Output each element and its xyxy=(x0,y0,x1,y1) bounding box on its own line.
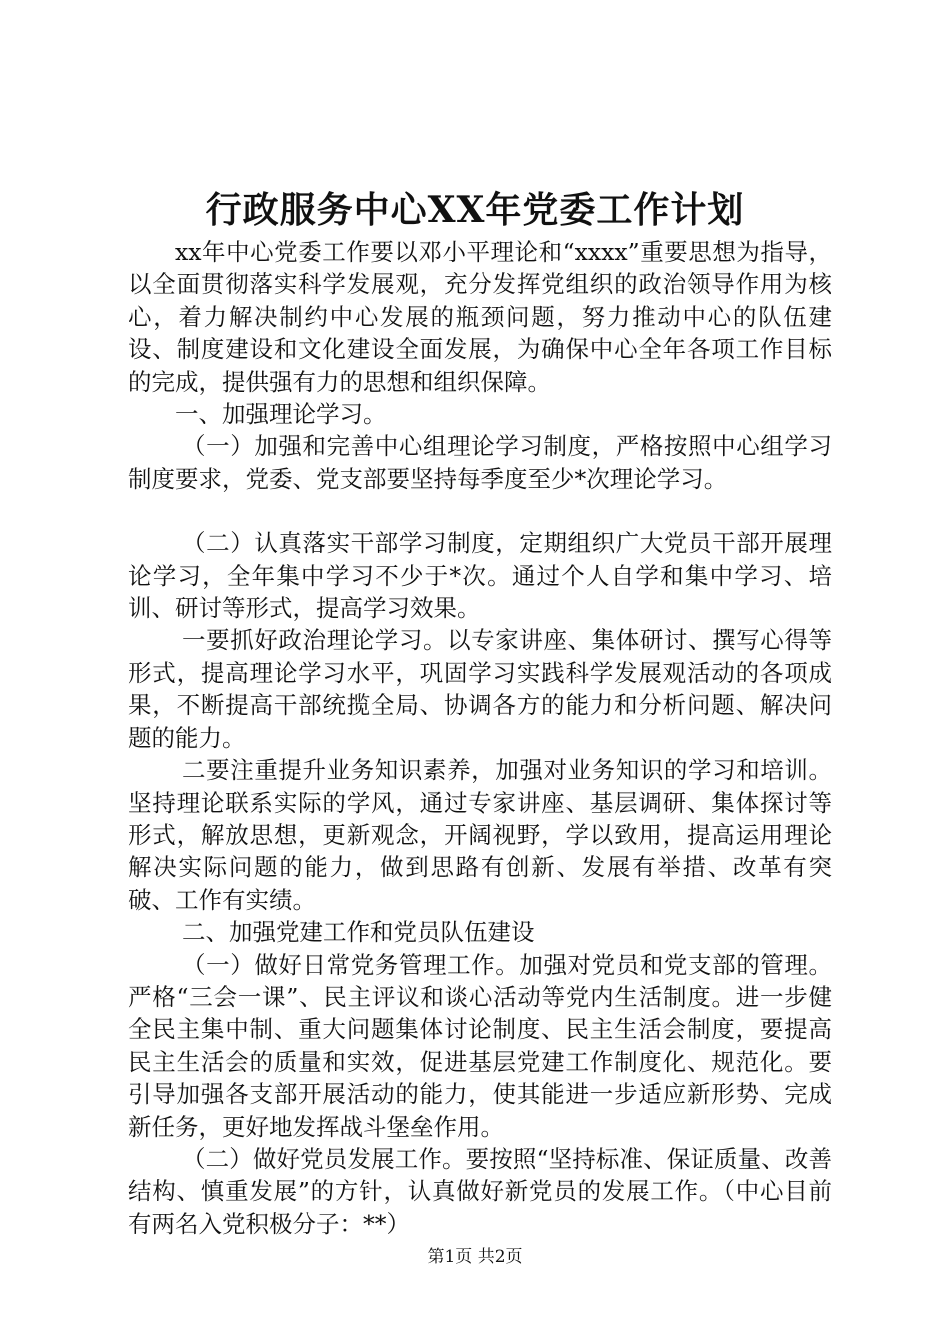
paragraph-gap xyxy=(128,495,832,527)
document-body xyxy=(128,236,832,1240)
paragraph-1-2: （二）认真落实干部学习制度，定期组织广大党员干部开展理论学习，全年集中学习不少于*次。通过个人自学和集中学习、培训、研讨等形式，提高学习效果。 xyxy=(128,529,832,623)
paragraph-1-2-b: 二要注重提升业务知识素养，加强对业务知识的学习和培训。坚持理论联系实际的学风，通过专家讲座、基层调研、集体探讨等形式，解放思想，更新观念，开阔视野，学以致用，提高运用理论解决实际问题的能力，做到思路有创新、发展有举措、改革有突破、工作有实绩。 xyxy=(128,756,832,914)
paragraph-intro: xx年中心党委工作要以邓小平理论和“xxxx”重要思想为指导，以全面贯彻落实科学发展观，充分发挥党组织的政治领导作用为核心，着力解决制约中心发展的瓶颈问题，努力推动中心的队伍建设、制度建设和文化建设全面发展，为确保中心全年各项工作目标的完成，提供强有力的思想和组织保障。 xyxy=(128,238,832,396)
page-footer: 第1页 共2页 xyxy=(427,1247,523,1267)
heading-section-2: 二、加强党建工作和党员队伍建设 xyxy=(182,918,535,947)
paragraph-1-2-a: 一要抓好政治理论学习。以专家讲座、集体研讨、撰写心得等形式，提高理论学习水平，巩固学习实践科学发展观活动的各项成果，不断提高干部统揽全局、协调各方的能力和分析问题、解决问题的能力。 xyxy=(128,626,832,752)
paragraph-2-1: （一）做好日常党务管理工作。加强对党员和党支部的管理。严格“三会一课”、民主评议和谈心活动等党内生活制度。进一步健全民主集中制、重大问题集体讨论制度、民主生活会制度，要提高民主生活会的质量和实效，促进基层党建工作制度化、规范化。要引导加强各支部开展活动的能力，使其能进一步适应新形势、完成新任务，更好地发挥战斗堡垒作用。 xyxy=(128,950,832,1141)
paragraph-2-2: （二）做好党员发展工作。要按照“坚持标准、保证质量、改善结构、慎重发展”的方针，认真做好新党员的发展工作。（中心目前有两名入党积极分子：**） xyxy=(128,1144,832,1238)
heading-section-1: 一、加强理论学习。 xyxy=(175,400,387,429)
document-title: 行政服务中心XX年党委工作计划 xyxy=(205,189,745,231)
paragraph-1-1: （一）加强和完善中心组理论学习制度，严格按照中心组学习制度要求，党委、党支部要坚持每季度至少*次理论学习。 xyxy=(128,432,832,493)
